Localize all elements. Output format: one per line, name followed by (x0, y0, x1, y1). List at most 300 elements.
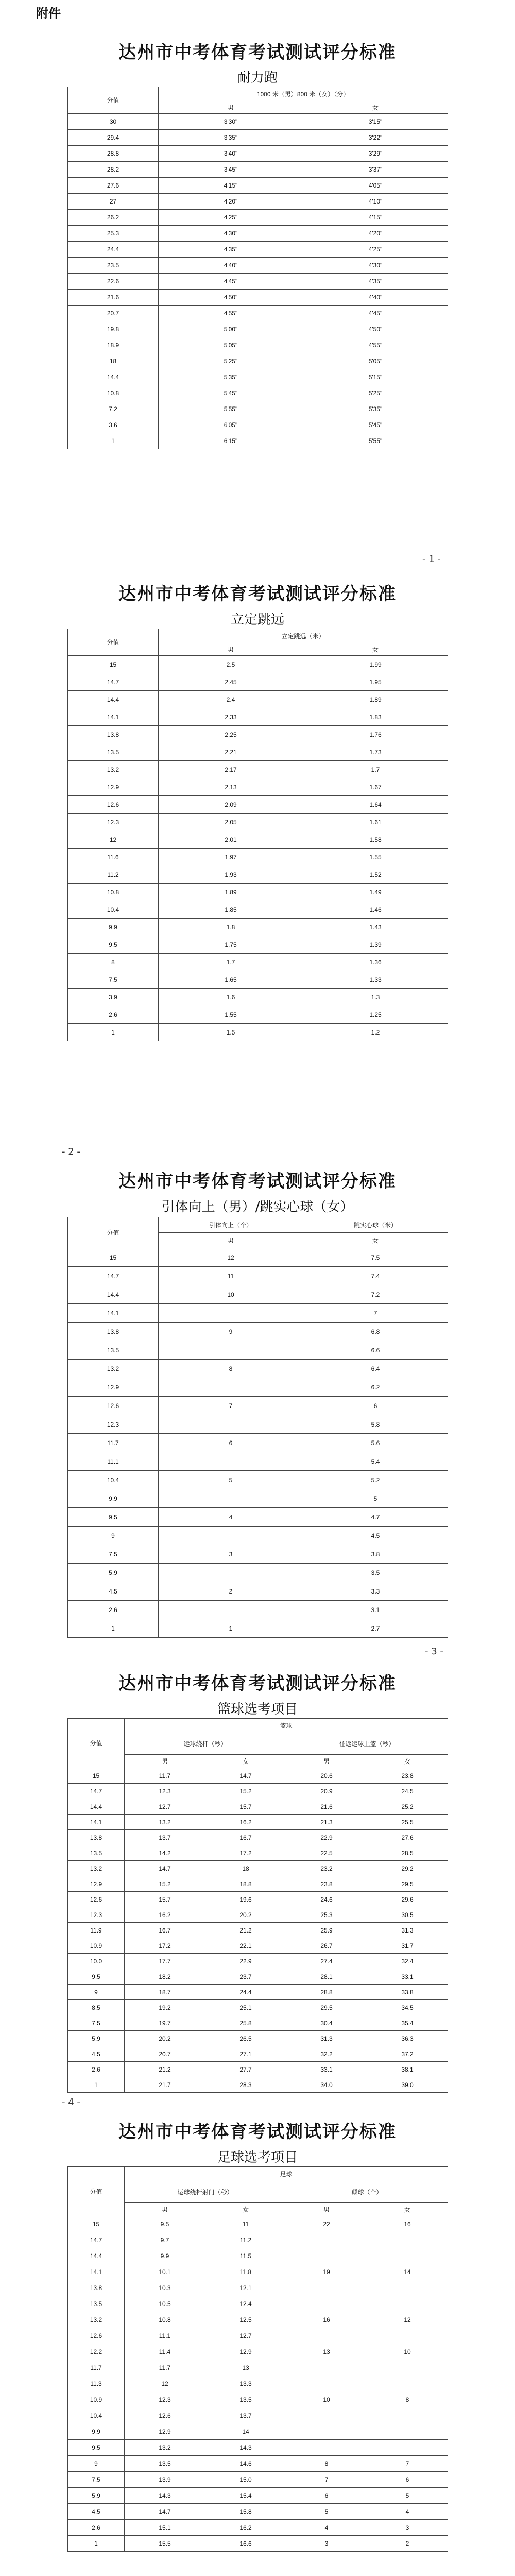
value-cell: 4'35" (303, 274, 448, 290)
table-row (68, 1360, 448, 1378)
score-cell: 12.6 (68, 1892, 125, 1907)
value-cell: 7 (286, 2472, 367, 2488)
value-cell: 18.2 (125, 1969, 205, 1985)
value-cell: 4 (159, 1508, 303, 1527)
table-row (68, 1341, 448, 1360)
table-row (68, 2077, 448, 2093)
score-cell: 13.2 (68, 2312, 125, 2328)
table-row (68, 778, 448, 796)
table-row (68, 2440, 448, 2456)
value-cell: 4'35" (159, 242, 303, 258)
table-row (68, 2344, 448, 2360)
male-header: 男 (286, 2203, 367, 2216)
table-row (68, 258, 448, 274)
value-cell: 14 (205, 2424, 286, 2440)
value-cell: 15.2 (205, 1784, 286, 1799)
value-cell: 14.2 (125, 1845, 205, 1861)
value-cell (367, 2232, 448, 2248)
value-cell: 13 (205, 2360, 286, 2376)
table-row (68, 849, 448, 866)
table-row (68, 194, 448, 210)
table-row (68, 1267, 448, 1285)
value-cell: 20.9 (286, 1784, 367, 1799)
value-cell: 2 (367, 2536, 448, 2552)
value-cell: 6'05" (159, 417, 303, 433)
value-cell: 31.7 (367, 1938, 448, 1954)
score-cell: 7.5 (68, 971, 159, 989)
value-cell: 22.1 (205, 1938, 286, 1954)
value-cell: 30.5 (367, 1907, 448, 1923)
table-row (68, 2296, 448, 2312)
football-table (67, 2166, 448, 2552)
value-cell: 1.75 (159, 936, 303, 954)
value-cell: 5'55" (303, 433, 448, 449)
value-cell: 12 (367, 2312, 448, 2328)
score-cell: 12.6 (68, 1397, 159, 1415)
value-cell: 2.45 (159, 673, 303, 691)
score-cell: 14.7 (68, 673, 159, 691)
table-row (68, 2015, 448, 2031)
score-cell: 9.9 (68, 1489, 159, 1508)
value-cell: 28.1 (286, 1969, 367, 1985)
value-cell: 4'25" (303, 242, 448, 258)
value-cell: 9.5 (125, 2216, 205, 2232)
value-cell: 25.1 (205, 2000, 286, 2015)
value-cell: 21.3 (286, 1815, 367, 1830)
value-cell: 33.8 (367, 1985, 448, 2000)
value-cell: 15.7 (125, 1892, 205, 1907)
value-cell: 16 (286, 2312, 367, 2328)
value-cell: 3'15" (303, 114, 448, 130)
table-row (68, 761, 448, 778)
table-row (68, 178, 448, 194)
table-row (68, 954, 448, 971)
page-number: - 1 - (422, 554, 441, 565)
value-cell: 14.3 (125, 2488, 205, 2504)
value-cell: 21.2 (125, 2062, 205, 2077)
value-cell: 1.67 (303, 778, 448, 796)
table-row (68, 1508, 448, 1527)
score-cell: 12.9 (68, 1378, 159, 1397)
value-cell: 1.73 (303, 743, 448, 761)
table-row (68, 936, 448, 954)
value-cell: 36.3 (367, 2031, 448, 2046)
value-cell: 29.5 (286, 2000, 367, 2015)
table-row (68, 1907, 448, 1923)
score-cell: 18.9 (68, 337, 159, 353)
value-cell: 15.1 (125, 2520, 205, 2536)
value-cell: 3.3 (303, 1582, 448, 1601)
value-cell (367, 2328, 448, 2344)
male-header: 男 (286, 1755, 367, 1768)
value-cell: 15.5 (125, 2536, 205, 2552)
value-cell: 33.1 (286, 2062, 367, 2077)
table-row (68, 1397, 448, 1415)
value-cell: 7 (303, 1304, 448, 1323)
value-cell: 12 (159, 1248, 303, 1267)
value-cell: 2.09 (159, 796, 303, 814)
score-cell: 14.7 (68, 1267, 159, 1285)
table-row (68, 146, 448, 162)
value-cell: 5.2 (303, 1471, 448, 1489)
table-row (68, 2504, 448, 2520)
value-cell: 13.5 (125, 2456, 205, 2472)
score-cell: 13.8 (68, 1323, 159, 1341)
score-cell: 3.9 (68, 989, 159, 1006)
table-row (68, 989, 448, 1006)
score-cell: 27 (68, 194, 159, 210)
value-cell: 5'15" (303, 369, 448, 385)
table-row (68, 162, 448, 178)
value-cell: 26.7 (286, 1938, 367, 1954)
value-cell: 4'05" (303, 178, 448, 194)
table-row (68, 2062, 448, 2077)
score-cell: 15 (68, 2216, 125, 2232)
value-cell: 13.7 (205, 2408, 286, 2424)
table-row (68, 814, 448, 831)
value-cell (367, 2248, 448, 2264)
table-row (68, 290, 448, 306)
score-cell: 10.9 (68, 2392, 125, 2408)
value-cell: 1.83 (303, 708, 448, 726)
value-cell: 12.1 (205, 2280, 286, 2296)
score-cell: 13.8 (68, 1830, 125, 1845)
table-row (68, 691, 448, 708)
value-cell: 6.8 (303, 1323, 448, 1341)
table-row (68, 1527, 448, 1545)
score-cell: 13.2 (68, 1360, 159, 1378)
value-cell: 13 (286, 2344, 367, 2360)
value-cell: 5'35" (159, 369, 303, 385)
value-cell: 2.25 (159, 726, 303, 743)
score-cell: 5.9 (68, 1564, 159, 1582)
score-cell: 9.9 (68, 919, 159, 936)
table-row (68, 1323, 448, 1341)
table-row (68, 2376, 448, 2392)
group-header: 足球 (125, 2167, 448, 2181)
score-cell: 12.9 (68, 778, 159, 796)
value-cell: 14.6 (205, 2456, 286, 2472)
score-cell: 27.6 (68, 178, 159, 194)
table-row (68, 2408, 448, 2424)
score-cell: 10.4 (68, 901, 159, 919)
table-row (68, 1969, 448, 1985)
value-cell: 3'40" (159, 146, 303, 162)
value-cell: 12.7 (205, 2328, 286, 2344)
group-header: 立定跳远（米） (159, 629, 448, 643)
value-cell: 3'45" (159, 162, 303, 178)
value-cell: 2.01 (159, 831, 303, 849)
female-header: 女 (303, 643, 448, 656)
value-cell: 2.21 (159, 743, 303, 761)
value-cell: 1.97 (159, 849, 303, 866)
value-cell: 31.3 (367, 1923, 448, 1938)
value-cell: 27.4 (286, 1954, 367, 1969)
value-cell: 17.2 (205, 1845, 286, 1861)
value-cell: 23.8 (286, 1876, 367, 1892)
value-cell: 27.7 (205, 2062, 286, 2077)
value-cell: 15.4 (205, 2488, 286, 2504)
score-cell: 14.7 (68, 1784, 125, 1799)
value-cell: 1.46 (303, 901, 448, 919)
value-cell: 3'37" (303, 162, 448, 178)
male-header: 男 (159, 643, 303, 656)
table-row (68, 1489, 448, 1508)
value-cell (159, 1564, 303, 1582)
score-cell: 13.8 (68, 2280, 125, 2296)
value-cell: 4'30" (159, 226, 303, 242)
value-cell: 14.7 (125, 2504, 205, 2520)
value-cell: 5'45" (159, 385, 303, 401)
score-cell: 8 (68, 954, 159, 971)
value-cell: 11 (159, 1267, 303, 1285)
value-cell: 25.5 (367, 1815, 448, 1830)
value-cell (367, 2376, 448, 2392)
table-row (68, 1815, 448, 1830)
value-cell: 7 (367, 2456, 448, 2472)
score-cell: 2.6 (68, 2062, 125, 2077)
value-cell: 1.89 (159, 884, 303, 901)
value-cell: 24.5 (367, 1784, 448, 1799)
value-cell: 32.4 (367, 1954, 448, 1969)
table-row (68, 901, 448, 919)
table-row (68, 1545, 448, 1564)
value-cell: 27.6 (367, 1830, 448, 1845)
value-cell: 3.8 (303, 1545, 448, 1564)
value-cell: 15.2 (125, 1876, 205, 1892)
value-cell: 32.2 (286, 2046, 367, 2062)
score-cell: 12 (68, 831, 159, 849)
value-cell: 1.6 (159, 989, 303, 1006)
value-cell: 12.3 (125, 2392, 205, 2408)
value-cell: 21.2 (205, 1923, 286, 1938)
value-cell: 4'30" (303, 258, 448, 274)
value-cell: 12.9 (125, 2424, 205, 2440)
value-cell: 5 (159, 1471, 303, 1489)
value-cell: 23.7 (205, 1969, 286, 1985)
value-cell: 1.89 (303, 691, 448, 708)
value-cell: 5'00" (159, 321, 303, 337)
value-cell: 2.33 (159, 708, 303, 726)
table-row (68, 1876, 448, 1892)
value-cell: 4'25" (159, 210, 303, 226)
value-cell: 34.5 (367, 2000, 448, 2015)
table-row (68, 369, 448, 385)
score-cell: 10.4 (68, 1471, 159, 1489)
table-row (68, 2216, 448, 2232)
value-cell: 39.0 (367, 2077, 448, 2093)
table-row (68, 831, 448, 849)
score-cell: 1 (68, 2077, 125, 2093)
value-cell: 5.4 (303, 1452, 448, 1471)
score-cell: 21.6 (68, 290, 159, 306)
value-cell: 27.1 (205, 2046, 286, 2062)
table-row (68, 114, 448, 130)
attachment-label: 附件 (36, 6, 61, 21)
value-cell: 6 (303, 1397, 448, 1415)
value-cell: 4'50" (303, 321, 448, 337)
table-row (68, 1799, 448, 1815)
page-number: - 4 - (62, 2097, 80, 2108)
score-cell: 1 (68, 1024, 159, 1041)
value-cell: 6 (286, 2488, 367, 2504)
score-cell: 23.5 (68, 258, 159, 274)
table-row (68, 2520, 448, 2536)
table-row (68, 1285, 448, 1304)
value-cell: 5'05" (303, 353, 448, 369)
value-cell (159, 1341, 303, 1360)
value-cell: 5.8 (303, 1415, 448, 1434)
value-cell: 14 (367, 2264, 448, 2280)
table-row (68, 2424, 448, 2440)
value-cell: 30.4 (286, 2015, 367, 2031)
value-cell: 16.2 (205, 2520, 286, 2536)
value-cell: 28.8 (286, 1985, 367, 2000)
value-cell (367, 2440, 448, 2456)
value-cell: 28.3 (205, 2077, 286, 2093)
juggle-col-header: 颠球（个） (286, 2181, 448, 2203)
value-cell (159, 1304, 303, 1323)
score-header: 分值 (68, 629, 159, 656)
value-cell: 12 (125, 2376, 205, 2392)
value-cell: 1.99 (303, 656, 448, 673)
score-cell: 13.5 (68, 743, 159, 761)
score-cell: 25.3 (68, 226, 159, 242)
value-cell: 16 (367, 2216, 448, 2232)
value-cell: 2.7 (303, 1619, 448, 1638)
value-cell: 35.4 (367, 2015, 448, 2031)
score-cell: 13.5 (68, 1845, 125, 1861)
score-cell: 26.2 (68, 210, 159, 226)
value-cell: 1.2 (303, 1024, 448, 1041)
value-cell (367, 2360, 448, 2376)
value-cell: 14.7 (205, 1768, 286, 1784)
value-cell: 14.7 (125, 1861, 205, 1876)
score-cell: 10.8 (68, 884, 159, 901)
table-row (68, 919, 448, 936)
score-cell: 13.5 (68, 2296, 125, 2312)
table-row (68, 1768, 448, 1784)
doc-title: 达州市中考体育考试测试评分标准 (118, 42, 397, 63)
score-cell: 12.6 (68, 2328, 125, 2344)
value-cell: 5'05" (159, 337, 303, 353)
value-cell: 2.05 (159, 814, 303, 831)
score-cell: 14.4 (68, 1799, 125, 1815)
value-cell: 17.7 (125, 1954, 205, 1969)
value-cell: 4'55" (159, 306, 303, 321)
value-cell: 23.8 (367, 1768, 448, 1784)
value-cell: 29.6 (367, 1892, 448, 1907)
value-cell: 5'45" (303, 417, 448, 433)
score-cell: 14.1 (68, 1304, 159, 1323)
value-cell: 22.9 (205, 1954, 286, 1969)
value-cell: 1.65 (159, 971, 303, 989)
value-cell: 4'15" (303, 210, 448, 226)
value-cell: 26.5 (205, 2031, 286, 2046)
score-cell: 14.4 (68, 691, 159, 708)
value-cell: 11.7 (125, 1768, 205, 1784)
value-cell: 18.7 (125, 1985, 205, 2000)
score-header: 分值 (68, 2167, 125, 2216)
table-row (68, 1471, 448, 1489)
doc-title: 达州市中考体育考试测试评分标准 (118, 2122, 397, 2142)
value-cell: 1.58 (303, 831, 448, 849)
shoot-col-header: 运球绕杆射门（秒） (125, 2181, 286, 2203)
table-row (68, 656, 448, 673)
score-cell: 30 (68, 114, 159, 130)
value-cell: 13.2 (125, 2440, 205, 2456)
value-cell (286, 2248, 367, 2264)
value-cell: 11.1 (125, 2328, 205, 2344)
value-cell: 20.2 (125, 2031, 205, 2046)
score-cell: 11.1 (68, 1452, 159, 1471)
page-number: - 3 - (425, 1646, 443, 1657)
value-cell: 5'35" (303, 401, 448, 417)
value-cell: 3.1 (303, 1601, 448, 1619)
value-cell: 21.6 (286, 1799, 367, 1815)
value-cell: 11.2 (205, 2232, 286, 2248)
score-cell: 11.2 (68, 866, 159, 884)
section-title-endurance: 耐力跑 (237, 70, 278, 86)
value-cell (286, 2376, 367, 2392)
value-cell: 13.2 (125, 1815, 205, 1830)
table-row (68, 337, 448, 353)
score-cell: 13.8 (68, 726, 159, 743)
value-cell: 10.1 (125, 2264, 205, 2280)
value-cell: 3 (286, 2536, 367, 2552)
value-cell: 7.4 (303, 1267, 448, 1285)
value-cell: 19.2 (125, 2000, 205, 2015)
value-cell (159, 1415, 303, 1434)
section-title-basketball: 篮球选考项目 (217, 1702, 298, 1717)
value-cell: 20.6 (286, 1768, 367, 1784)
score-cell: 9.9 (68, 2424, 125, 2440)
score-cell: 9.5 (68, 2440, 125, 2456)
value-cell: 20.7 (125, 2046, 205, 2062)
table-row (68, 2472, 448, 2488)
score-cell: 12.2 (68, 2344, 125, 2360)
value-cell: 3.5 (303, 1564, 448, 1582)
table-row (68, 673, 448, 691)
value-cell: 5 (303, 1489, 448, 1508)
value-cell: 3'22" (303, 130, 448, 146)
female-header: 女 (303, 1233, 448, 1248)
value-cell: 16.7 (205, 1830, 286, 1845)
value-cell: 1.5 (159, 1024, 303, 1041)
value-cell: 1.36 (303, 954, 448, 971)
value-cell: 1.61 (303, 814, 448, 831)
score-cell: 2.6 (68, 1601, 159, 1619)
value-cell: 4.7 (303, 1508, 448, 1527)
table-row (68, 1248, 448, 1267)
value-cell (159, 1489, 303, 1508)
value-cell: 12.7 (125, 1799, 205, 1815)
value-cell: 2.17 (159, 761, 303, 778)
value-cell: 8 (367, 2392, 448, 2408)
value-cell: 1.3 (303, 989, 448, 1006)
score-cell: 9 (68, 1527, 159, 1545)
score-cell: 1 (68, 433, 159, 449)
table-row (68, 1861, 448, 1876)
value-cell: 13.9 (125, 2472, 205, 2488)
table-row (68, 1845, 448, 1861)
score-header: 分值 (68, 87, 159, 114)
score-cell: 10.8 (68, 385, 159, 401)
male-header: 男 (125, 2203, 205, 2216)
value-cell: 16.7 (125, 1923, 205, 1938)
female-header: 女 (205, 1755, 286, 1768)
score-cell: 11.3 (68, 2376, 125, 2392)
